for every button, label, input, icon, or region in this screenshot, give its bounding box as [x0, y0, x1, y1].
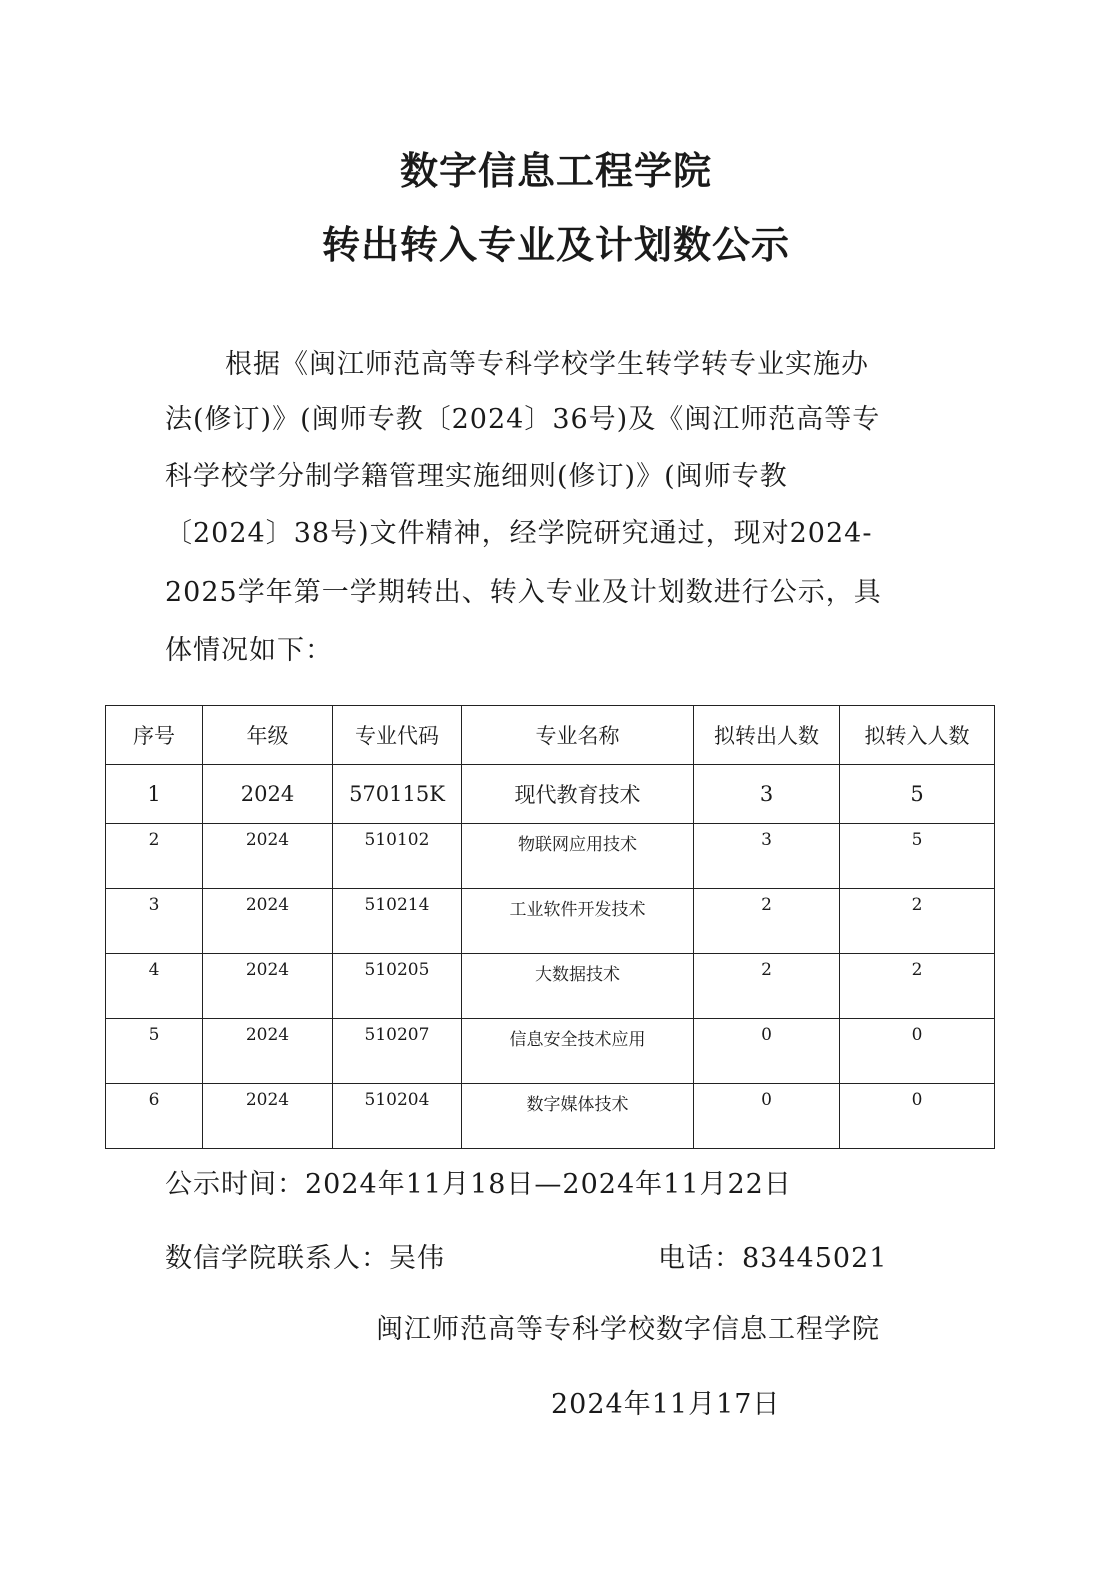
- table-row: [106, 765, 995, 824]
- transfer-plan-table: [105, 705, 995, 1149]
- document-subtitle: 转出转入专业及计划数公示: [321, 223, 790, 267]
- table-row: [106, 954, 995, 1019]
- cell-transfer-out: 3: [694, 824, 840, 889]
- contact-phone: 电话：83445021: [658, 1243, 888, 1274]
- cell-major-code: 510205: [333, 954, 462, 1019]
- cell-major-code: 570115K: [333, 765, 462, 824]
- cell-transfer-out: 0: [694, 1019, 840, 1084]
- table-header-row: [106, 706, 995, 765]
- header-major-name: 专业名称: [462, 706, 694, 765]
- body-line-6: 体情况如下：: [165, 635, 333, 666]
- cell-major-code: 510204: [333, 1084, 462, 1149]
- cell-grade: 2024: [203, 765, 333, 824]
- cell-transfer-in: 5: [840, 765, 995, 824]
- cell-major-name: 大数据技术: [462, 954, 694, 1019]
- contact-person: 数信学院联系人：吴伟: [165, 1243, 445, 1274]
- document-title: 数字信息工程学院: [399, 149, 712, 193]
- cell-index: 5: [106, 1019, 203, 1084]
- body-line-3: 科学校学分制学籍管理实施细则(修订)》(闽师专教: [165, 461, 788, 492]
- cell-major-name: 现代教育技术: [462, 765, 694, 824]
- cell-major-code: 510207: [333, 1019, 462, 1084]
- cell-index: 4: [106, 954, 203, 1019]
- cell-major-code: 510102: [333, 824, 462, 889]
- cell-grade: 2024: [203, 1084, 333, 1149]
- cell-index: 6: [106, 1084, 203, 1149]
- cell-transfer-in: 2: [840, 954, 995, 1019]
- table-row: [106, 824, 995, 889]
- cell-grade: 2024: [203, 824, 333, 889]
- table-row: [106, 1084, 995, 1149]
- table-row: [106, 1019, 995, 1084]
- cell-transfer-out: 2: [694, 954, 840, 1019]
- publicity-period: 公示时间：2024年11月18日—2024年11月22日: [165, 1169, 792, 1200]
- cell-major-name: 信息安全技术应用: [462, 1019, 694, 1084]
- cell-major-name: 数字媒体技术: [462, 1084, 694, 1149]
- body-line-4: 〔2024〕38号)文件精神，经学院研究通过，现对2024-: [165, 518, 873, 549]
- cell-transfer-out: 3: [694, 765, 840, 824]
- cell-index: 3: [106, 889, 203, 954]
- header-major-code: 专业代码: [333, 706, 462, 765]
- cell-transfer-out: 2: [694, 889, 840, 954]
- cell-transfer-in: 5: [840, 824, 995, 889]
- cell-transfer-out: 0: [694, 1084, 840, 1149]
- cell-major-code: 510214: [333, 889, 462, 954]
- cell-grade: 2024: [203, 954, 333, 1019]
- header-transfer-in: 拟转入人数: [840, 706, 995, 765]
- cell-major-name: 工业软件开发技术: [462, 889, 694, 954]
- cell-grade: 2024: [203, 1019, 333, 1084]
- body-line-5: 2025学年第一学期转出、转入专业及计划数进行公示，具: [165, 577, 882, 608]
- body-line-2: 法(修订)》(闽师专教〔2024〕36号)及《闽江师范高等专: [165, 404, 881, 435]
- header-grade: 年级: [203, 706, 333, 765]
- header-index: 序号: [106, 706, 203, 765]
- cell-transfer-in: 2: [840, 889, 995, 954]
- cell-major-name: 物联网应用技术: [462, 824, 694, 889]
- body-line-1: 根据《闽江师范高等专科学校学生转学转专业实施办: [225, 349, 869, 380]
- header-transfer-out: 拟转出人数: [694, 706, 840, 765]
- table-row: [106, 889, 995, 954]
- cell-index: 1: [106, 765, 203, 824]
- issue-date: 2024年11月17日: [551, 1389, 781, 1420]
- cell-transfer-in: 0: [840, 1084, 995, 1149]
- cell-index: 2: [106, 824, 203, 889]
- cell-grade: 2024: [203, 889, 333, 954]
- issuing-organization: 闽江师范高等专科学校数字信息工程学院: [376, 1314, 880, 1345]
- cell-transfer-in: 0: [840, 1019, 995, 1084]
